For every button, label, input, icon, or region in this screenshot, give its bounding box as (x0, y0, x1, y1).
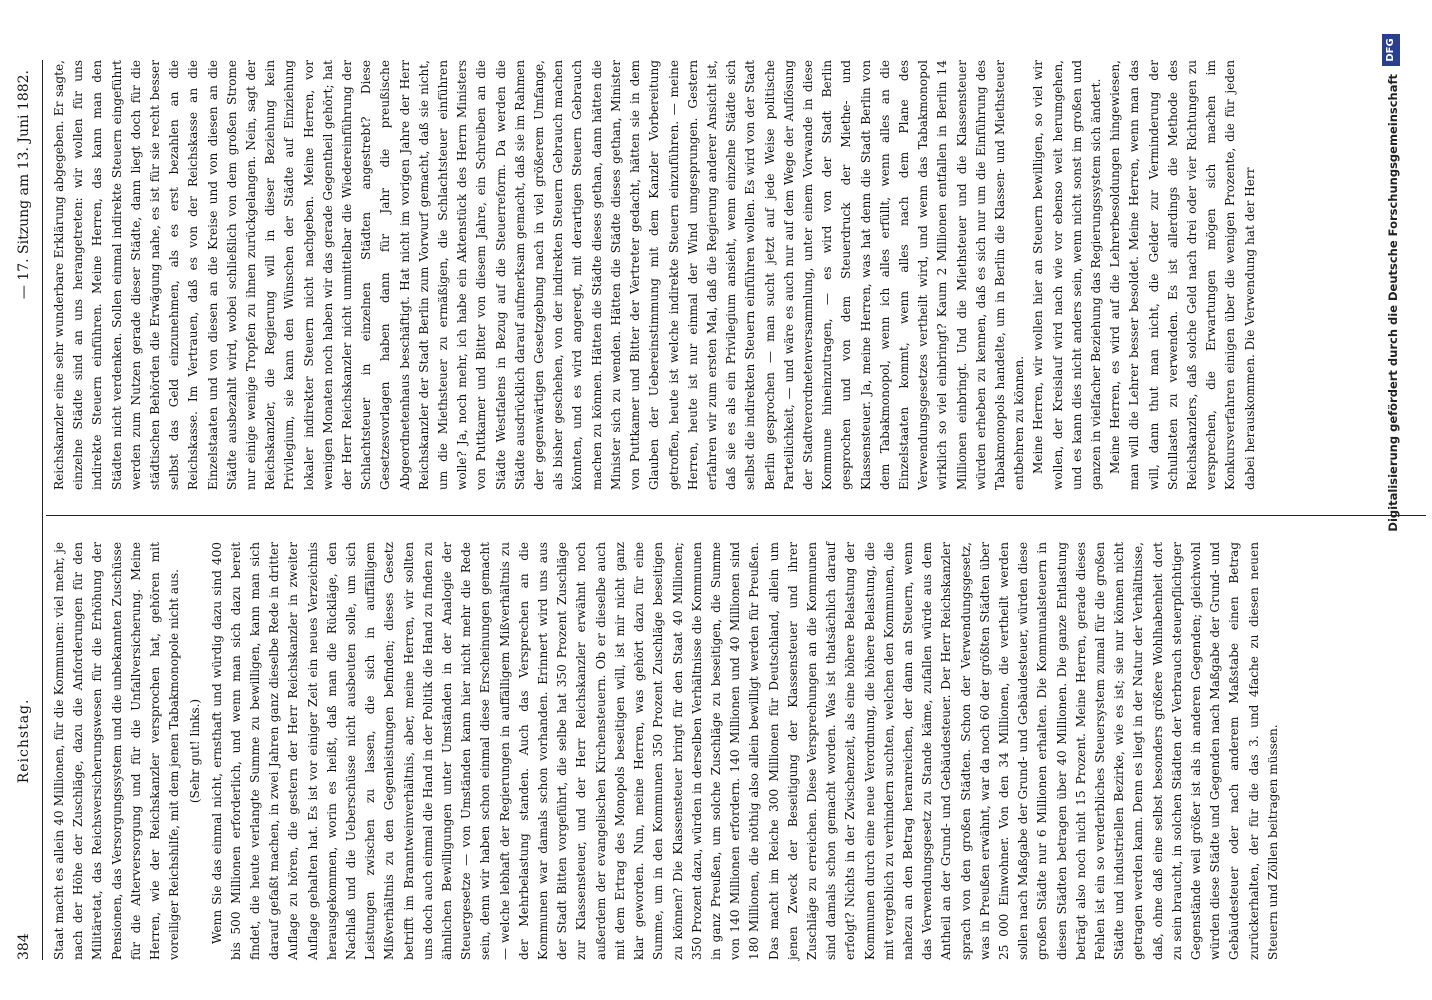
paragraph: Wenn Sie das einmal nicht, ernsthaft und würdig dazu sind 400 bis 500 Millionen erforderlich, und wenn man sich dazu bereit findet, die heute verlangte Summe zu bewilligen, kann man sich darauf gefaßt machen, in zwei Jahren ganz dieselbe Rede in dritter Auflage zu hören, die gestern der Herr Reichskanzler in zweiter Auflage gehalten hat. Es ist vor einiger Zeit ein neues Verzeichnis herausgekommen, worin es heißt, daß man die Rückläge, den Nachlaß und die Ueberschüsse nicht ausbeuten solle, um sich Leistungen zwischen zu lassen, die sich in auffälligem Mißverhältnis zu den Gegenleistungen befinden; dieses Gesetz betrifft im Branntweinverhältnis, aber, meine Herren, wir sollten uns doch auch einmal die Hand in der Politik die Hand zu finden zu ähnlichen Bewilligungen unter Umständen in der Analogie der Steuergesetze — von Umständen kann hier nicht mehr die Rede sein, denn wir haben schon einmal diese Erscheinungen gemacht — welche lebhaft der Regierungen in auffälligem Mißverhältnis zu der Mehrbelastung standen. Auch das Versprechen an die Kommunen war damals schon vorhanden. Erinnert wird uns aus der Stadt Bitten vorgeführt, die selbe hat 350 Prozent Zuschläge zur Klassensteuer, und der Herr Reichskanzler erwähnt noch außerdem der evangelischen Kirchensteuern. Ob er dieselbe auch mit dem Ertrag des Monopols beseitigen will, ist mir nicht ganz klar geworden. Nun, meine Herren, was gehört dazu für eine Summe, um in den Kommunen 350 Prozent Zuschläge beseitigen zu können? Die Klassensteuer bringt für den Staat 40 Millionen; 350 Prozent dazu, würden in derselben Verhältnisse die Kommunen in ganz Preußen, um solche Zuschläge zu beseitigen, die Summe von 140 Millionen erfordern. 140 Millionen und 40 Millionen sind 180 Millionen, die nöthig also allein bewilligt werden für Preußen. Das macht im Reiche 300 Millionen für Deutschland, allein um jenen Zweck der Beseitigung der Klassensteuer und ihrer Zuschläge zu erreichen. Diese Versprechungen an die Kommunen sind damals schon gemacht worden. Was ist thatsächlich darauf erfolgt? Nichts in der Zwischenzeit, als eine höhere Belastung der Kommunen durch eine neue Verordnung, die höhere Belastung, die mit vergeblich zu verhindern suchten, welchen den Kommunen, die nahezu an den Betrag heranreichen, der dann an Steuern, wenn das Verwendungsgesetz zu Stande käme, zufallen würde aus dem Antheil an der Grund- und Gebäudesteuer. Der Herr Reichskanzler sprach von den großen Städten. Schon der Verwendungsgesetz, was in Preußen erwähnt, war da noch 60 der größten Städten über 25 000 Einwohner. Von den 34 Millionen, die vertheilt werden sollen nach Maßgabe der Grund- und Gebäudesteuer, würden diese großen Städte nur 6 Millionen erhalten. Die Kommunalsteuern in diesen Städten betragen über 40 Millionen. Die ganze Entlastung beträgt also noch nicht 15 Prozent. Meine Herren, gerade dieses Fehlen ist ein so verderbliches Steuersystem zumal für die großen Städte und industriellen Bezirke, wie es ist; sie nur können nicht getragen werden kann. Denn es liegt in der Natur der Verhältnisse, daß, ohne daß eine selbst besonders größere Wohlhabenheit dort zu sein braucht, in solchen Städten der Verbrauch steuerpflichtiger Gegenstände weil größer ist als in anderen Gegenden; gleichwohl würden diese Städte und Gegenden nach Maßgabe der Grund- und Gebäudesteuer oder nach anderem Maßstabe einen Betrag zurückerhalten, der für die das 3. und 4fache zu diesen neuen Steuern und Zöllen beitragen müssen. (209, 542, 1280, 960)
page-number: 384 (16, 933, 32, 960)
digitization-notice: Digitalisierung gefördert durch die Deutsche Forschungsgemeinschaft (1386, 74, 1400, 532)
dfg-logo: DFG (1382, 34, 1400, 66)
right-text-column (50, 60, 1432, 490)
paragraph: Meine Herren, wir wollen hier an Steuern bewilligen, so viel wir wollen, der Kreislauf wird nach wie vor ebenso weit herumgehen, und es kann dies nicht anders sein, wenn nicht sonst im großen und ganzen in vielfacher Beziehung das Regierungssystem sich ändert. (1031, 60, 1103, 490)
paragraph: Meine Herren, es wird auf die Lehrerbesoldungen hingewiesen, man will die Lehrer besser besoldet. Meine Herren, wenn man das will, dann thut man nicht, die Gelder zur Verminderung der Schullasten zu verwenden. Es ist allerdings die Methode des Reichskanzlers, daß solche Geld nach drei oder vier Richtungen zu versprechen, die Erwartungen mögen sich machen im Konkursverfahren einigen über die wenigen Prozente, die für jeden dabei herauskommen. Die Verwendung hat der Herr (1108, 60, 1257, 490)
running-head-left (16, 699, 32, 960)
session-date: — 17. Sitzung am 13. Juni 1882. (16, 70, 32, 300)
paragraph: Staat macht es allein 40 Millionen, für die Kommunen: viel mehr, je nach der Höhe der Zuschläge, dazu die Anforderungen für den Militäretat, das Reichsversicherungswesen für die Erhöhung der Pensionen, das Versorgungssystem und die unbekannten Zuschüsse für die Alterversorgung und für die Unfallversicherung. Meine Herren, wie der Reichskanzler versprochen hat, gehören mit voreiliger Reichshilfe, mit dem jenen Tabakmonopole nicht aus. (52, 542, 182, 960)
left-text-column (50, 542, 1432, 960)
paragraph: Reichskanzler eine sehr wunderbare Erklärung abgegeben. Er sagte, einzelne Städte sind an uns herangetreten: wir wollen für uns indirekte Steuern einführen. Meine Herren, das kann man den Städten nicht verdenken. Sollen einmal indirekte Steuern eingeführt werden zum Nutzen gerade dieser Städte, dann liegt doch für die städtischen Behörden die Erwägung nahe, es ist für sie recht besser selbst das Geld einzunehmen, als es erst bezahlen an die Reichskasse. Im Vertrauen, daß es von der Reichskasse an die Einzelstaaten und von diesen an die Kreise und von diesen an die Städte ausbezahlt wird, wobei schließlich von dem großen Strome nur einige wenige Tropfen zu ihnen zurückgelangen. Nein, sagt der Reichskanzler, die Regierung will in dieser Beziehung kein Privilegium, sie kann den Wünschen der Städte auf Einziehung lokaler indirekter Steuern nicht nachgeben. Meine Herren, vor wenigen Monaten noch haben wir das gerade Gegentheil gehört; hat der Herr Reichskanzler nicht unmittelbar die Wiedereinführung der Schlachtsteuer in einzelnen Städten angestrebt? Diese Gesetzesvorlagen haben dann für Jahr die preußische Abgeordnetenhaus beschäftigt. Hat nicht im vorigen Jahre der Herr Reichskanzler der Stadt Berlin zum Vorwurf gemacht, daß sie nicht, um die Miethsteuer zu ermäßigen, die Schlachtsteuer einführen wolle? Ja, noch mehr, ich habe ein Aktenstück des Herrn Ministers von Puttkamer und Bitter von diesem Jahre, ein Schreiben an die Städte Westfalens in Bezug auf die Steuerreform. Da werden die Städte ausdrücklich darauf aufmerksam gemacht, daß sie im Rahmen der gegenwärtigen Gesetzgebung nach in viel größerem Umfange, als bisher geschehen, von der indirekten Steuern Gebrauch machen könnten, und es wird angeregt, mit derartigen Steuern Gebrauch machen zu können. Hätten die Städte dieses gethan, dann hätten die Minister sich zu wenden. Hätten die Städte dieses gethan, Minister von Puttkamer und Bitter der Vertreter gedacht, hätten sie in dem Glauben der Uebereinstimmung mit dem Kanzler Vorbereitung getroffen, heute ist welche indirekte Steuern einzuführen. — meine Herren, heute ist nur einmal der Wind umgesprungen. Gestern erfahren wir zum ersten Mal, daß die Regierung anderer Ansicht ist, daß sie es als ein Privilegium ansieht, wenn einzelne Städte sich selbst die indirekten Steuern einführen wollen. Es wird von der Stadt Berlin gesprochen — man sucht jetzt auf jede Weise politische Parteilichkeit, — und wäre es auch nur auf dem Wege der Auflösung der Stadtverordnetenversammlung, unter einem Vorwande in diese Kommune hineinzutragen, — es wird von der Stadt Berlin gesprochen und von dem Steuerdruck der Miethe- und Klassensteuer. Ja, meine Herren, was hat denn die Stadt Berlin von dem Tabakmonopol, wenn ich alles erfüllt, wenn alles an die Einzelstaaten kommt, wenn alles nach dem Plane des Verwendungsgesetzes vertheilt wird, und wenn das Tabakmonopol wirklich so viel einbringt? Kaum 2 Millionen entfallen in Berlin 14 Millionen einbringt. Und die Miethsteuer und die Klassensteuer würden erheben zu kennen, daß es sich nur um die Einführung des Tabakmonopols handelte, um in Berlin die Klassen- und Miethsteuer entbehren zu können. (52, 60, 1027, 490)
running-head (16, 70, 38, 960)
digitization-credit-strip (1372, 0, 1412, 1000)
publication-title: Reichstag. (16, 698, 32, 784)
column-divider (46, 515, 1426, 516)
header-rule (42, 60, 43, 960)
interjection: (Sehr gut! links.) (188, 698, 203, 804)
